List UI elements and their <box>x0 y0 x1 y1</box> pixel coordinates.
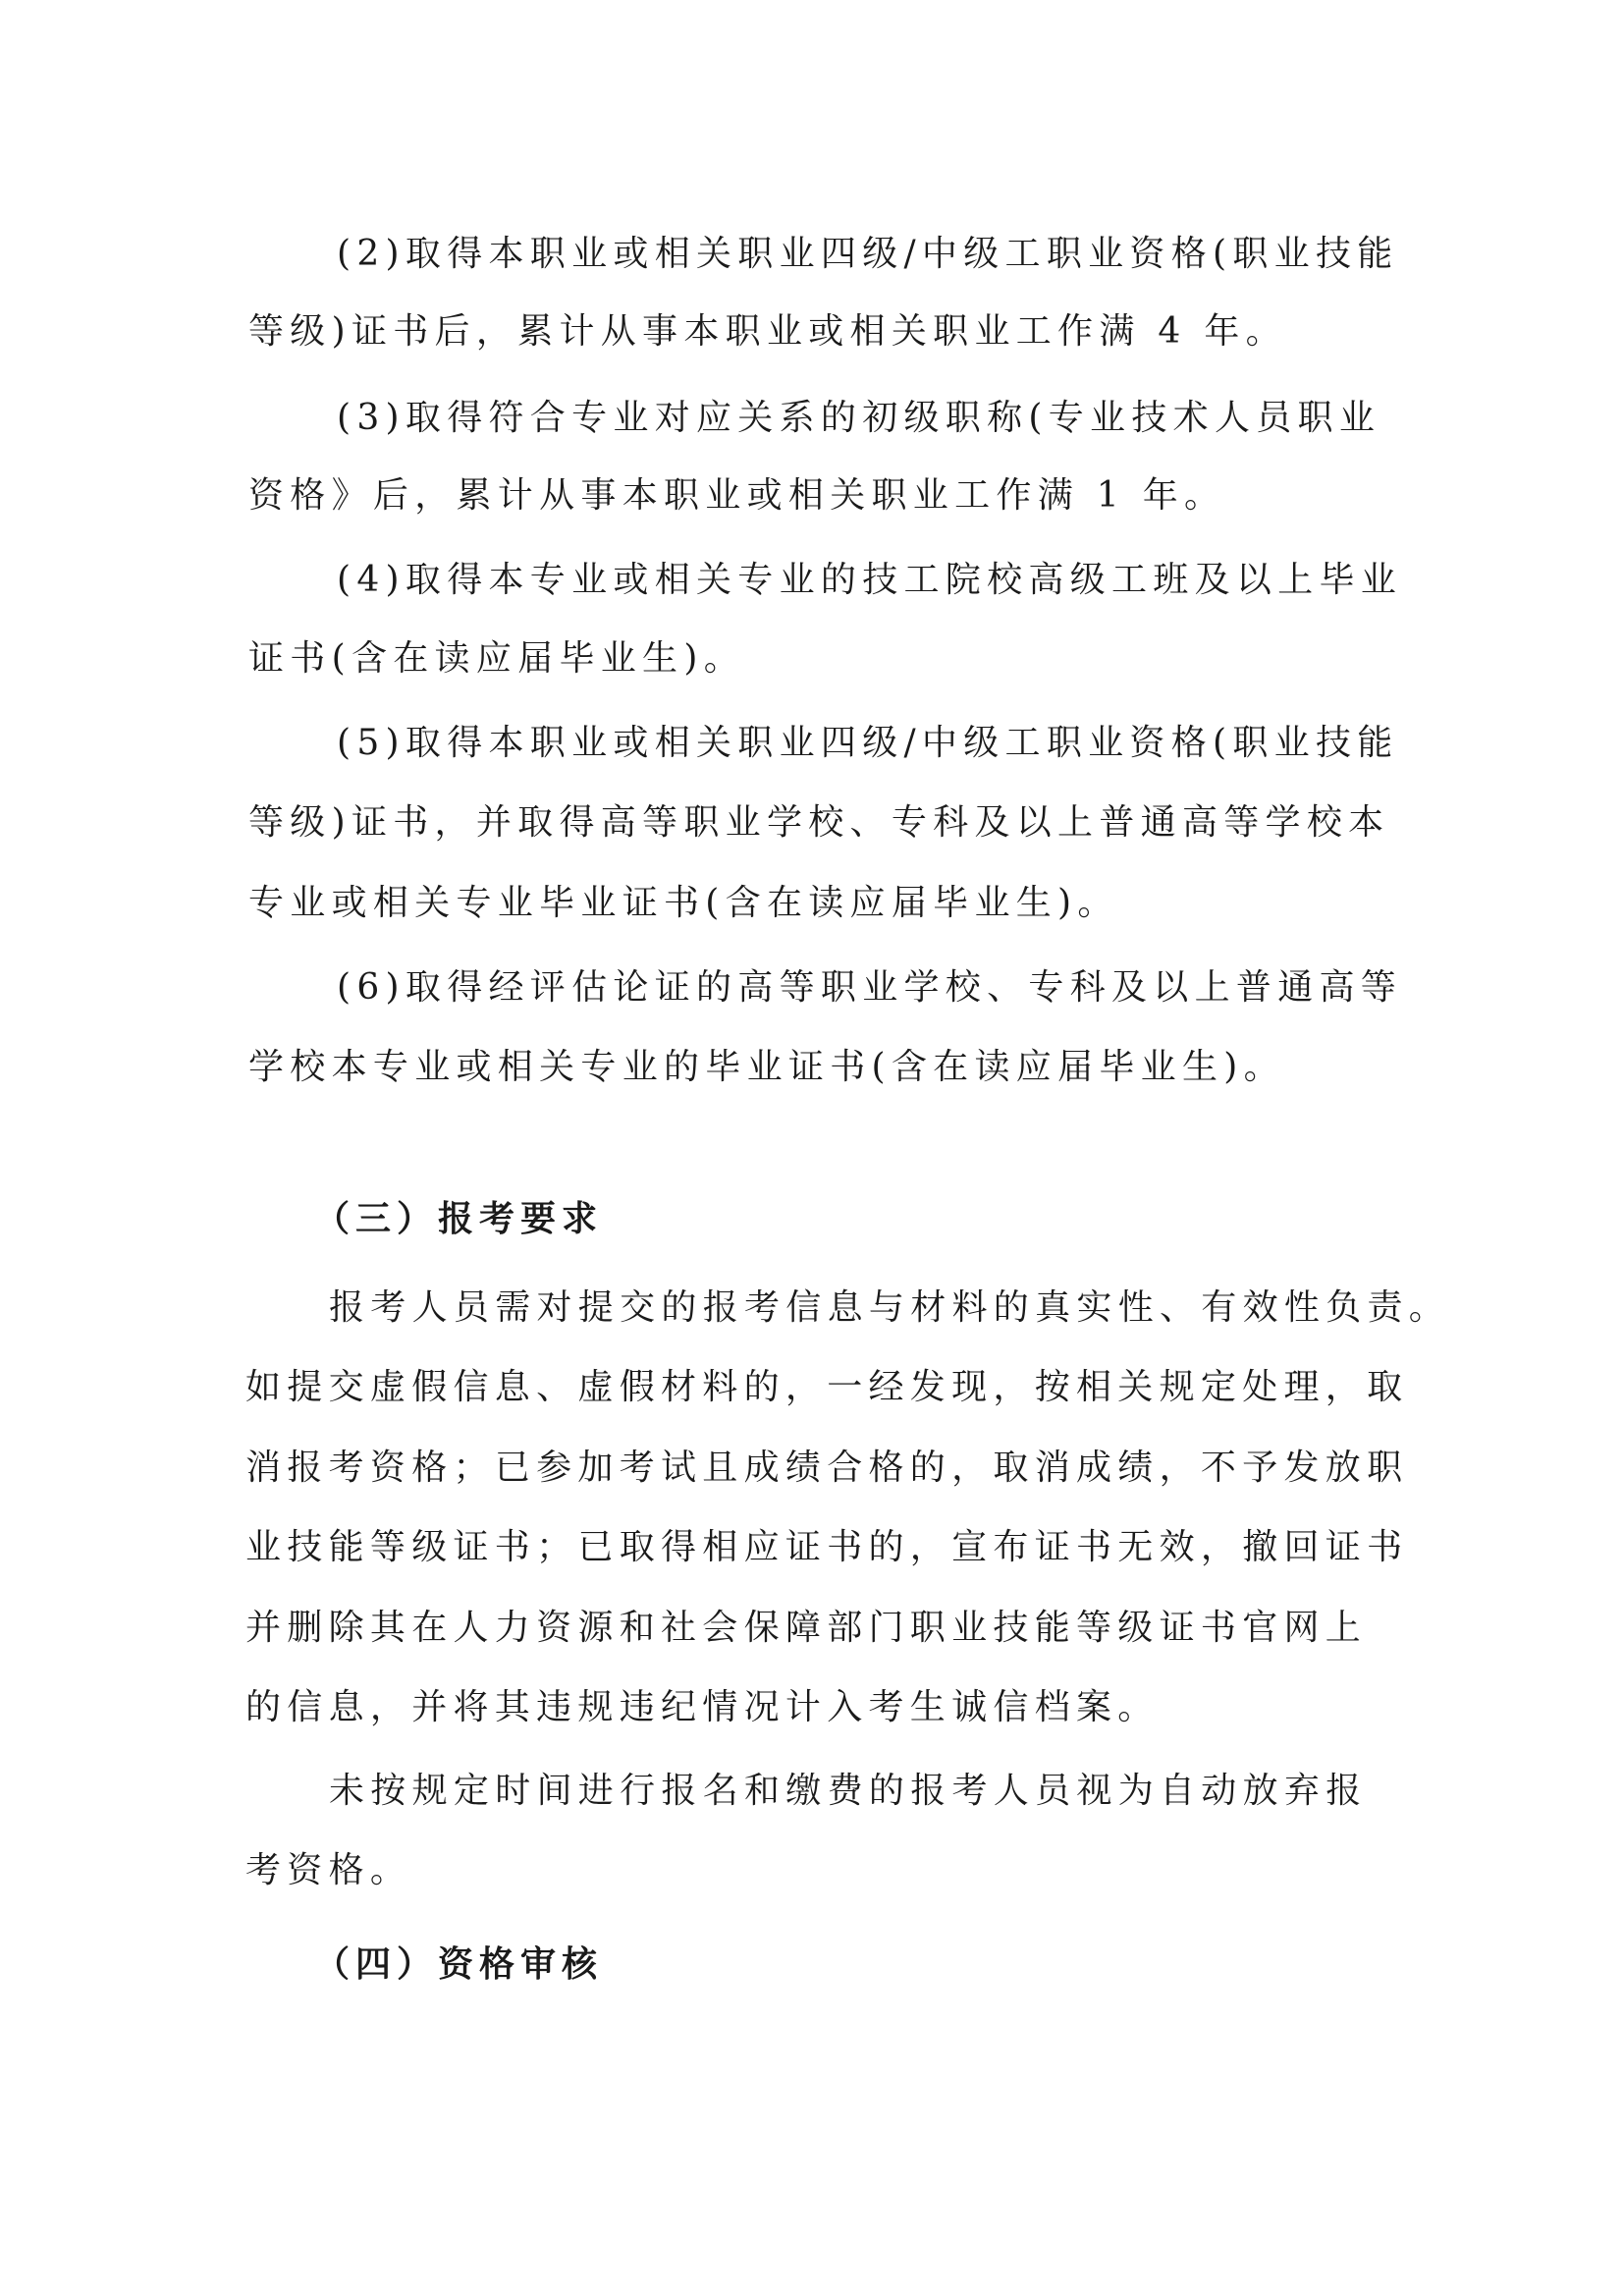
section-3-paragraph-2-line-2: 考资格。 <box>245 1850 412 1890</box>
section-3-paragraph-1-line-4: 业技能等级证书；已取得相应证书的，宣布证书无效，撤回证书 <box>245 1527 1409 1567</box>
item-3-line-1: (3)取得符合专业对应关系的初级职称(专业技术人员职业 <box>337 398 1381 438</box>
item-4-line-2: 证书(含在读应届毕业生)。 <box>248 638 745 679</box>
section-3-paragraph-1-line-2: 如提交虚假信息、虚假材料的，一经发现，按相关规定处理，取 <box>245 1367 1409 1407</box>
item-2-line-1: (2)取得本职业或相关职业四级/中级工职业资格(职业技能 <box>337 234 1399 274</box>
section-4-heading: （四）资格审核 <box>314 1944 604 1985</box>
section-3-paragraph-2-line-1: 未按规定时间进行报名和缴费的报考人员视为自动放弃报 <box>329 1771 1368 1811</box>
item-6-line-1: (6)取得经评估论证的高等职业学校、专科及以上普通高等 <box>337 967 1403 1008</box>
item-6-line-2: 学校本专业或相关专业的毕业证书(含在读应届毕业生)。 <box>248 1047 1285 1087</box>
item-3-line-2: 资格》后，累计从事本职业或相关职业工作满 1 年。 <box>248 475 1226 516</box>
section-3-paragraph-1-line-3: 消报考资格；已参加考试且成绩合格的，取消成绩，不予发放职 <box>245 1448 1409 1488</box>
item-4-line-1: (4)取得本专业或相关专业的技工院校高级工班及以上毕业 <box>337 560 1403 600</box>
section-3-heading: （三）报考要求 <box>314 1199 604 1239</box>
item-5-line-3: 专业或相关专业毕业证书(含在读应届毕业生)。 <box>248 883 1119 923</box>
item-5-line-1: (5)取得本职业或相关职业四级/中级工职业资格(职业技能 <box>337 723 1399 763</box>
item-2-line-2: 等级)证书后，累计从事本职业或相关职业工作满 4 年。 <box>248 311 1287 352</box>
section-3-paragraph-1-line-6: 的信息，并将其违规违纪情况计入考生诚信档案。 <box>245 1687 1160 1727</box>
section-3-paragraph-1-line-1: 报考人员需对提交的报考信息与材料的真实性、有效性负责。 <box>329 1287 1451 1328</box>
section-3-paragraph-1-line-5: 并删除其在人力资源和社会保障部门职业技能等级证书官网上 <box>245 1608 1368 1648</box>
item-5-line-2: 等级)证书，并取得高等职业学校、专科及以上普通高等学校本 <box>248 802 1390 843</box>
